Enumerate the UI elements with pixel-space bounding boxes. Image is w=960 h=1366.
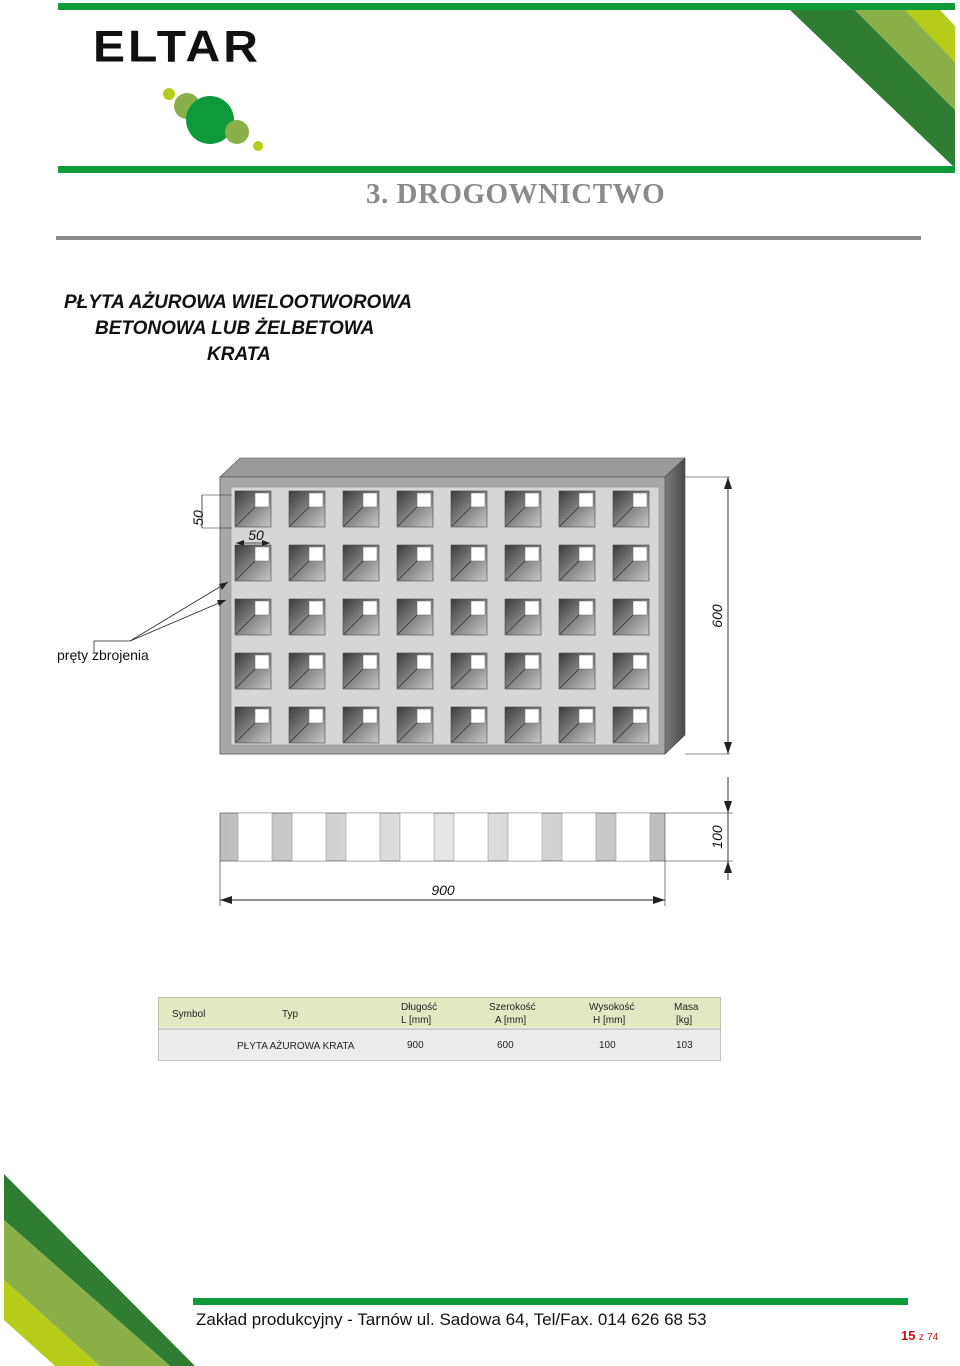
table-cell-typ: PŁYTA AŻUROWA KRATA (237, 1041, 355, 1052)
slab-opening (505, 599, 541, 635)
side-opening (292, 813, 326, 861)
slab-opening (235, 599, 271, 635)
table-header-masa: Masa (674, 1002, 699, 1013)
rebar-label: pręty zbrojenia (57, 647, 149, 663)
rebar-leader-line-2 (130, 600, 226, 641)
product-title-line-1: PŁYTA AŻUROWA WIELOOTWOROWA (64, 292, 412, 313)
footer-corner-stripes (0, 1170, 200, 1366)
table-cell-height: 100 (599, 1040, 616, 1051)
slab-opening (451, 491, 487, 527)
dim-bar-width-label: 50 (248, 527, 264, 543)
slab-side-view (220, 813, 665, 861)
slab-opening (235, 653, 271, 689)
slab-top-edge (220, 458, 685, 477)
section-title: 3. DROGOWNICTWO (366, 178, 666, 210)
slab-opening (235, 491, 271, 527)
table-header-szerokosc: Szerokość (489, 1002, 536, 1013)
slab-opening (613, 491, 649, 527)
slab-opening (235, 707, 271, 743)
dim-length-label: 900 (431, 882, 455, 898)
rebar-leader-line-1 (94, 582, 228, 652)
slab-opening (397, 707, 433, 743)
slab-opening (289, 707, 325, 743)
side-opening (562, 813, 596, 861)
slab-opening (451, 599, 487, 635)
page-current: 15 (901, 1328, 916, 1343)
slab-opening (343, 545, 379, 581)
slab-opening (343, 653, 379, 689)
side-opening (508, 813, 542, 861)
slab-opening (343, 599, 379, 635)
slab-opening (559, 707, 595, 743)
footer-bar (193, 1298, 908, 1305)
dim-bar-height-label: 50 (190, 510, 206, 526)
table-header-szerokosc-unit: A [mm] (495, 1015, 527, 1026)
slab-opening (613, 599, 649, 635)
slab-opening (451, 653, 487, 689)
slab-opening (505, 545, 541, 581)
slab-opening (289, 653, 325, 689)
slab-opening (343, 491, 379, 527)
slab-opening (559, 653, 595, 689)
slab-opening (235, 545, 271, 581)
side-opening (400, 813, 434, 861)
slab-opening (397, 491, 433, 527)
table-header-symbol: Symbol (172, 1009, 206, 1020)
header-bottom-bar (58, 166, 955, 173)
footer-address: Zakład produkcyjny - Tarnów ul. Sadowa 64, Tel/Fax. 014 626 68 53 (196, 1310, 707, 1329)
specification-table (158, 997, 721, 1061)
table-header-masa-unit: [kg] (676, 1015, 693, 1026)
page-total: 74 (927, 1332, 939, 1343)
slab-opening (451, 707, 487, 743)
table-header-wysokosc-unit: H [mm] (593, 1015, 626, 1026)
company-logo-text: ELTAR (93, 22, 261, 72)
table-cell-width: 600 (497, 1040, 514, 1051)
slab-opening (451, 545, 487, 581)
product-title-line-2: BETONOWA LUB ŻELBETOWA (95, 318, 375, 339)
dim-thickness-label: 100 (709, 825, 725, 849)
section-divider (56, 236, 921, 240)
slab-opening (613, 707, 649, 743)
slab-opening (613, 545, 649, 581)
page-number (901, 1328, 938, 1343)
slab-opening (397, 653, 433, 689)
side-opening (454, 813, 488, 861)
technical-drawing (0, 440, 960, 920)
slab-opening (559, 491, 595, 527)
dim-height-label: 600 (709, 604, 725, 628)
slab-opening (505, 653, 541, 689)
table-header-dlugosc: Długość (401, 1002, 438, 1013)
slab-opening (289, 545, 325, 581)
slab-side-face (665, 458, 685, 754)
slab-opening (397, 545, 433, 581)
table-header-wysokosc: Wysokość (589, 1002, 635, 1013)
slab-opening (559, 545, 595, 581)
slab-opening (505, 491, 541, 527)
slab-opening (613, 653, 649, 689)
slab-opening (397, 599, 433, 635)
slab-opening (559, 599, 595, 635)
product-title-line-3: KRATA (207, 344, 271, 365)
table-cell-length: 900 (407, 1040, 424, 1051)
side-opening (238, 813, 272, 861)
slab-opening (343, 707, 379, 743)
slab-opening (289, 599, 325, 635)
page-separator: z (918, 1332, 924, 1343)
side-opening (616, 813, 650, 861)
table-header-dlugosc-unit: L [mm] (401, 1015, 432, 1026)
slab-opening (289, 491, 325, 527)
logo-circles-icon (155, 80, 270, 155)
side-opening (346, 813, 380, 861)
slab-opening (505, 707, 541, 743)
table-header-typ: Typ (282, 1009, 299, 1020)
table-cell-mass: 103 (676, 1040, 693, 1051)
